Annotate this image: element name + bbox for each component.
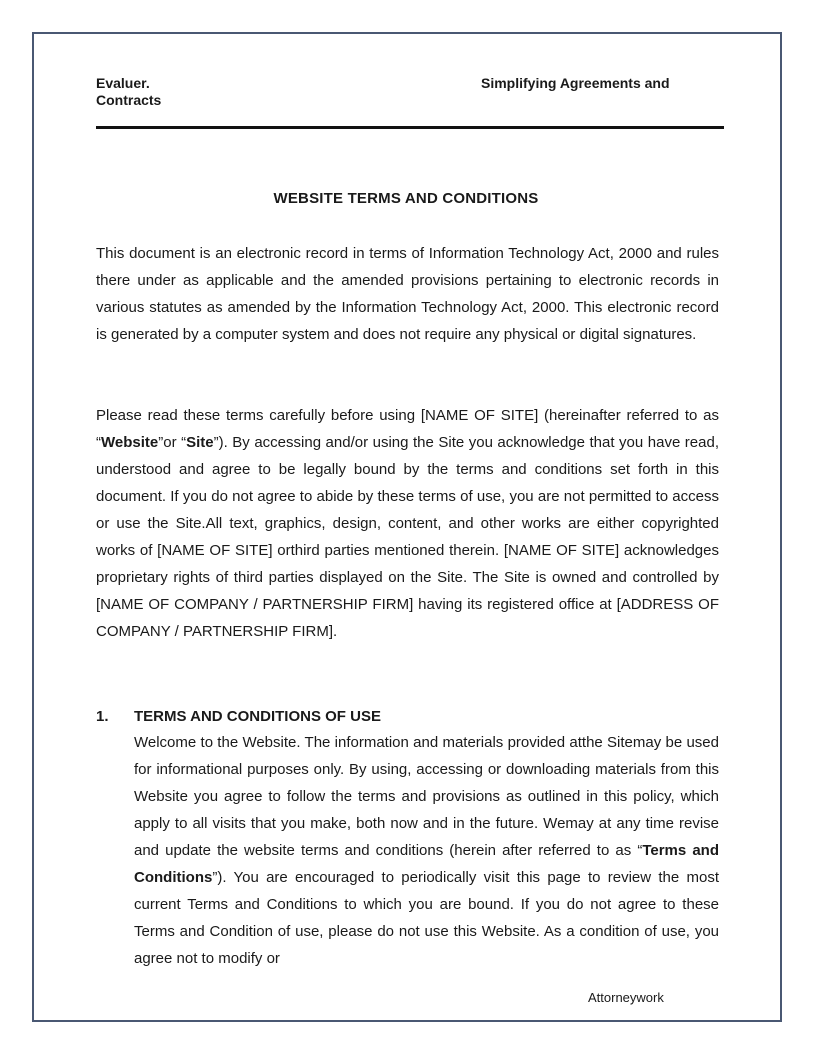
header-brand <box>96 75 161 109</box>
section-text: Welcome to the Website. The information and materials provided atthe Sitemay be used for informational purposes only. By using, accessing or downloading materials from this Website you agree to follow the terms and provisions as outlined in this policy, which apply to all visits that you make, both now and in the future. Wemay at any time revise and update the website terms and conditions (herein after referred to as “ <box>134 734 719 859</box>
section-body <box>134 729 719 972</box>
footer-label: Attorneywork <box>588 990 664 1005</box>
header-brand-line1: Evaluer. <box>96 75 150 91</box>
section-number: 1. <box>96 708 109 725</box>
bold-term-site: Site <box>186 434 214 451</box>
header-divider <box>96 126 724 129</box>
paragraph-text: ”). By accessing and/or using the Site you acknowledge that you have read, understood and agree to be legally bound by the terms and conditions set forth in this document. If you do not agree to abide by these terms of use, you are not permitted to access or use the Site.All text, graphics, design, content, and other works are either copyrighted works of [NAME OF SITE] orthird parties mentioned therein. [NAME OF SITE] acknowledges proprietary rights of third parties displayed on the Site. The Site is owned and controlled by [NAME OF COMPANY / PARTNERSHIP FIRM] having its registered office at [ADDRESS OF COMPANY / PARTNERSHIP FIRM]. <box>96 434 719 640</box>
section-heading: TERMS AND CONDITIONS OF USE <box>134 708 381 725</box>
paragraph-text: ”or “ <box>158 434 187 451</box>
bold-term-terms-and-conditions: Terms and Conditions <box>134 842 719 886</box>
bold-term-website: Website <box>101 434 159 451</box>
paragraph-intro: This document is an electronic record in terms of Information Technology Act, 2000 and rules there under as applicable and the amended provisions pertaining to electronic records in various statutes as amended by the Information Technology Act, 2000. This electronic record is generated by a computer system and does not require any physical or digital signatures. <box>96 245 719 343</box>
header-brand-line2: Contracts <box>96 92 162 108</box>
paragraph-terms-notice <box>96 402 719 645</box>
document-title: WEBSITE TERMS AND CONDITIONS <box>273 190 539 207</box>
section-text: ”). You are encouraged to periodically visit this page to review the most current Terms and Conditions to which you are bound. If you do not agree to these Terms and Condition of use, please do not use this Website. As a condition of use, you agree not to modify or <box>134 869 719 967</box>
paragraph-text: Please read these terms carefully before using [NAME OF SITE] (hereinafter referred to as “ <box>96 407 719 451</box>
header-tagline: Simplifying Agreements and <box>481 75 670 91</box>
